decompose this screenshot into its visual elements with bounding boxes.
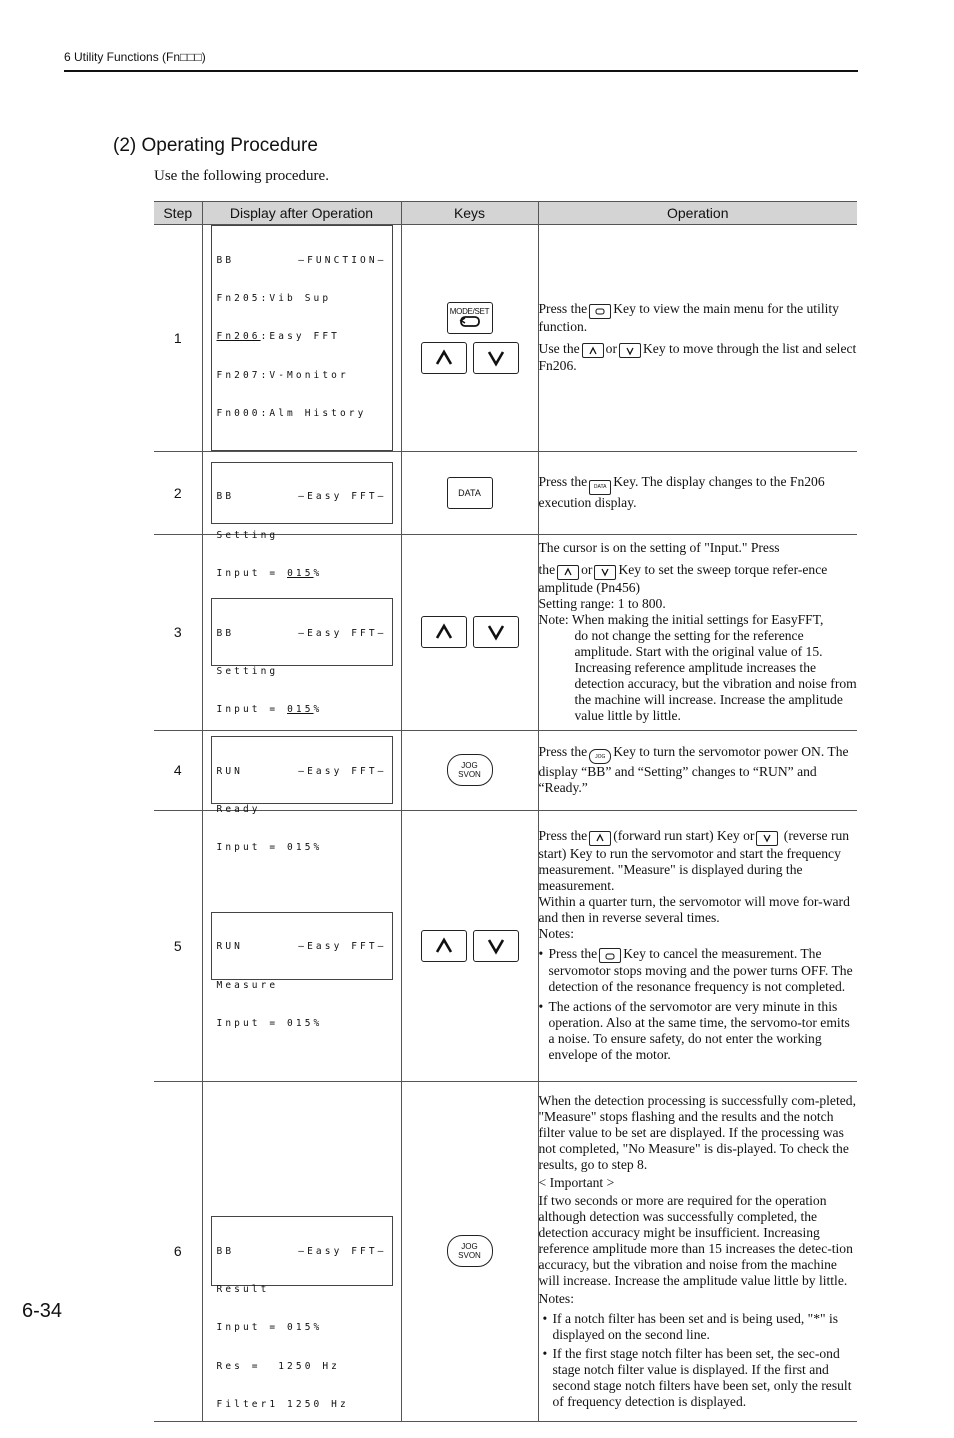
lcd-text: Ready (216, 804, 261, 816)
lcd-text: RUN (216, 765, 243, 777)
up-key[interactable] (421, 342, 467, 374)
down-arrow-icon (487, 350, 505, 366)
key-label: JOG (461, 1242, 478, 1252)
op-text: If a notch filter has been set and is being used, "*" is displayed on the second line. (552, 1310, 839, 1342)
procedure-table (154, 201, 857, 1422)
mode-set-key-icon (589, 304, 611, 319)
down-arrow-icon (487, 624, 505, 640)
op-text: Within a quarter turn, the servomotor will move for-ward and then in reverse several times. (538, 893, 850, 925)
operation-cell: When the detection processing is successfully com-pleted, "Measure" stops flashing and the results and the notch filter value to be set are displayed. If the processing was not completed, "No Measure" is dis-played. To check the results, go to step 8. < Important > If two seconds or more are required for the operation although detection was successfully completed, the detection accuracy might be insufficient. Increasing reference amplitude more than 15 increases the detec-tion accuracy, but the vibration and noise from the machine will increase. Increase the amplitude value little by little. Notes: • If a notch filter has been set and is being used, "*" is displayed on the second line. • If the first stage notch filter has been set, the sec-ond stage notch filter value is displayed. If the first and second stage notch filters have been set, only the result of frequency detection is displayed. (538, 1081, 857, 1421)
up-key-icon (589, 831, 611, 846)
operation-cell (538, 225, 857, 452)
lcd-text: –FUNCTION– (298, 254, 387, 266)
lcd-text: BB (216, 491, 235, 503)
lcd-text: –Easy FFT– (298, 941, 387, 953)
lcd-text: Measure (216, 979, 279, 991)
lcd-text: BB (216, 627, 235, 639)
table-row (154, 225, 857, 452)
step-number: 3 (154, 534, 202, 730)
down-key[interactable] (473, 930, 519, 962)
op-text: (reverse run start) Key to run the servomotor and start the frequency measurement. "Measure" is displayed during the measurement. (538, 828, 850, 893)
lcd-display (211, 462, 393, 579)
lcd-text: Filter1 1250 Hz (216, 1399, 349, 1411)
lcd-text: Res = 1250 Hz (216, 1360, 340, 1372)
lcd-text: Setting (216, 529, 279, 541)
operation-cell (538, 534, 857, 730)
step-number: 4 (154, 730, 202, 810)
up-arrow-icon (435, 624, 453, 640)
header-rule (64, 70, 858, 72)
lcd-text: Result (216, 1284, 270, 1296)
op-text: Key to turn the servomotor power ON. The display “BB” and “Setting” changes to “RUN” and “Ready.” (538, 743, 849, 796)
keys-cell (401, 730, 538, 810)
lcd-text: Fn205:Vib Sup (216, 292, 332, 304)
table-row (154, 451, 857, 534)
table-row (154, 1081, 857, 1421)
lcd-text: RUN (216, 941, 243, 953)
op-text: Setting range: 1 to 800. (538, 595, 666, 611)
jog-svon-key-icon: JOG (589, 749, 611, 764)
operation-cell (538, 730, 857, 810)
up-key-icon (557, 565, 579, 580)
key-label: SVON (458, 770, 481, 780)
op-text: Press the (548, 945, 598, 961)
op-text: do not change the setting for the reference amplitude. Start with the original value of 15. Increasing reference amplitude increases the detection accuracy, but the vibration and noise from the machine will increase. Increase the amplitude value little by little. (574, 627, 857, 723)
lcd-display (211, 225, 393, 451)
mode-set-key[interactable] (447, 302, 493, 334)
op-text: When the detection processing is successfully com-pleted, "Measure" stops flashing and the results and the notch filter value to be set are displayed. If the processing was not completed, "No Measure" is dis-played. To check the results, go to step 8. (538, 1092, 856, 1172)
lcd-text: –Easy FFT– (298, 1245, 387, 1257)
intro-text: Use the following procedure. (154, 168, 329, 184)
op-text: < Important > (538, 1174, 615, 1190)
keys-cell (401, 534, 538, 730)
lcd-display (211, 1216, 393, 1411)
mode-set-key-icon (599, 948, 621, 963)
lcd-text: Input = 015% (216, 1322, 323, 1334)
op-text: Press the (538, 828, 588, 844)
display-cell (202, 1081, 401, 1421)
display-cell (202, 451, 401, 579)
up-arrow-icon (435, 938, 453, 954)
table-header-row (154, 202, 857, 225)
op-text: Key. The display changes to the Fn206 execution display. (538, 474, 825, 510)
op-text: The actions of the servomotor are very minute in this operation. Also at the same time, the servomo-tor emits a noise. To ensure safety, do not enter the working envelope of the motor. (548, 999, 850, 1063)
step-number: 5 (154, 810, 202, 1081)
up-key[interactable] (421, 930, 467, 962)
lcd-text: –Easy FFT– (298, 491, 387, 503)
down-key-icon (756, 831, 778, 846)
step-number: 6 (154, 1081, 202, 1421)
note-label: Note: (538, 611, 569, 627)
op-text: If the first stage notch filter has been set, the sec-ond stage notch filter value is displayed. If the first and second stage notch filters have been set, only the result of frequency detection is displayed. (552, 1345, 852, 1409)
lcd-display (211, 736, 393, 854)
op-text: The cursor is on the setting of "Input." Press (538, 540, 780, 556)
op-text: Use the (538, 340, 580, 356)
lcd-text-selected: Fn206:Easy FFT (216, 331, 340, 343)
lcd-text: –Easy FFT– (298, 765, 387, 777)
up-key[interactable] (421, 616, 467, 648)
lcd-text: BB (216, 1245, 235, 1257)
lcd-text: Input = 015% (216, 567, 323, 579)
down-key-icon (594, 565, 616, 580)
op-text: Key to cancel the measurement. The servomotor stops moving and the power turns OFF. The detection of the resonance frequency is not completed. (548, 945, 853, 995)
keys-cell (401, 451, 538, 534)
op-text: (forward run start) Key or (613, 828, 755, 844)
col-keys: Keys (401, 202, 538, 225)
keys-cell (401, 225, 538, 452)
op-text: Press the (538, 301, 588, 317)
lcd-text: Setting (216, 666, 279, 678)
col-display: Display after Operation (202, 202, 401, 225)
section-title: (2) Operating Procedure (113, 135, 318, 156)
key-label: JOG (461, 761, 478, 771)
op-text: Press the (538, 743, 588, 759)
op-text: If two seconds or more are required for the operation although detection was successfully completed, the detection accuracy might be insufficient. Increasing reference amplitude more than 15 increases the detec-tion accuracy, but the vibration and noise from the machine will increase. Increase the amplitude value little by little. (538, 1192, 853, 1288)
lcd-display (211, 912, 393, 1029)
operation-cell (538, 451, 857, 534)
op-text: Key to set the sweep torque refer-ence amplitude (Pn456) (538, 562, 828, 595)
jog-svon-key[interactable] (447, 754, 493, 786)
op-text: Notes: (538, 925, 574, 941)
data-key[interactable]: DATA (447, 477, 493, 509)
op-text: Key to move through the list and select Fn206. (538, 340, 857, 374)
down-arrow-icon (487, 938, 505, 954)
key-label: SVON (458, 1251, 481, 1261)
down-key[interactable] (473, 342, 519, 374)
data-key-icon: DATA (589, 480, 611, 495)
keys-cell (401, 1081, 538, 1421)
display-cell (202, 225, 401, 452)
op-text: or (605, 340, 617, 356)
step-number: 2 (154, 451, 202, 534)
jog-svon-key[interactable] (447, 1235, 493, 1267)
op-text: or (581, 562, 593, 578)
step-number: 1 (154, 225, 202, 452)
op-text: Press the (538, 474, 588, 490)
lcd-text: Fn207:V-Monitor (216, 369, 349, 381)
op-text: Notes: (538, 1290, 574, 1306)
op-text: When making the initial settings for EasyFFT, (571, 611, 824, 627)
key-label: MODE/SET (449, 307, 490, 317)
lcd-text: Input = 015% (216, 1017, 323, 1029)
col-operation: Operation (538, 202, 857, 225)
return-arrow-icon (459, 316, 481, 328)
down-key-icon (619, 343, 641, 358)
up-arrow-icon (435, 350, 453, 366)
lcd-text: BB (216, 254, 235, 266)
up-key-icon (582, 343, 604, 358)
lcd-display (211, 598, 393, 716)
lcd-text: Input = 015% (216, 842, 323, 854)
keys-cell (401, 810, 538, 1081)
op-text: the (538, 562, 556, 578)
operation-cell: Press the (forward run start) Key or (reverse run start) Key to run the servomotor and start the frequency measurement. "Measure" is displayed during the measurement. Within a quarter turn, the servomotor will move for-ward and then in reverse several times. Notes: • Press the Key to cancel the measurement. The servomotor stops moving and the power turns OFF. The detection of the resonance frequency is not completed. • The actions of the servomotor are very minute in this operation. Also at the same time, the servomo-tor emits a noise. To ensure safety, do not enter the working envelope of the motor. (538, 810, 857, 1081)
op-text: Key to view the main menu for the utility function. (538, 301, 839, 334)
lcd-text: Input = 015% (216, 704, 323, 716)
col-step: Step (154, 202, 202, 225)
lcd-text: Fn000:Alm History (216, 408, 367, 420)
lcd-text: –Easy FFT– (298, 627, 387, 639)
page-number: 6-34 (22, 1300, 63, 1322)
running-header: 6 Utility Functions (Fn□□□) (64, 50, 206, 64)
down-key[interactable] (473, 616, 519, 648)
